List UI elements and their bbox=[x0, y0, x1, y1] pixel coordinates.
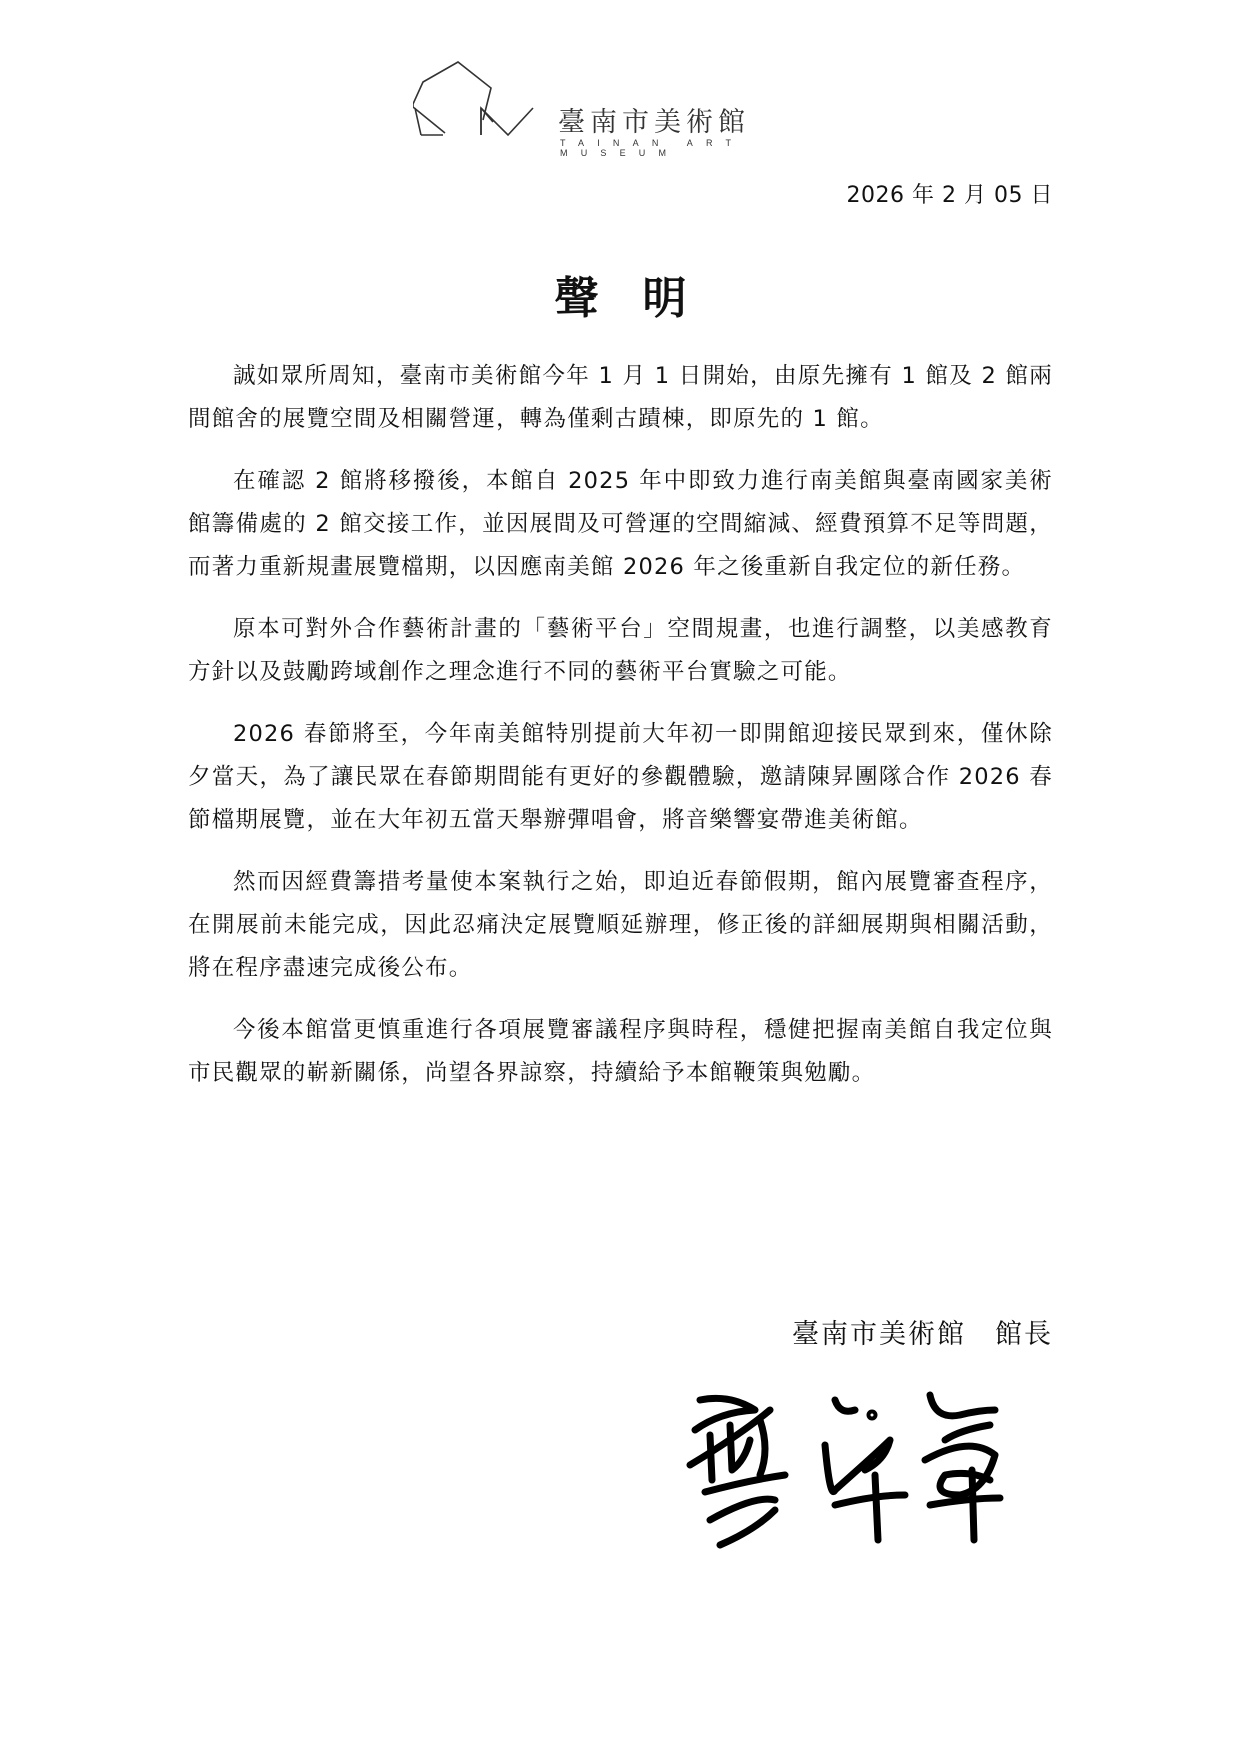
paragraph: 2026 春節將至，今年南美館特別提前大年初一即開館迎接民眾到來，僅休除夕當天，為了讓民眾在春節期間能有更好的參觀體驗，邀請陳昇團隊合作 2026 春節檔期展覽，並在大年初五當天舉辦彈唱會，將音樂響宴帶進美術館。 bbox=[188, 721, 1053, 833]
logo-english-name: TAINAN ART MUSEUM bbox=[560, 138, 745, 158]
paragraph: 原本可對外合作藝術計畫的「藝術平台」空間規畫，也進行調整，以美感教育方針以及鼓勵跨域創作之理念進行不同的藝術平台實驗之可能。 bbox=[188, 616, 1053, 685]
logo-chinese-name: 臺南市美術館 bbox=[558, 107, 750, 138]
paragraph: 然而因經費籌措考量使本案執行之始，即迫近春節假期，館內展覽審查程序，在開展前未能完成，因此忍痛決定展覽順延辦理，修正後的詳細展期與相關活動，將在程序盡速完成後公布。 bbox=[188, 869, 1053, 981]
paragraph: 今後本館當更慎重進行各項展覽審議程序與時程，穩健把握南美館自我定位與市民觀眾的嶄新關係，尚望各界諒察，持續給予本館鞭策與勉勵。 bbox=[188, 1017, 1053, 1086]
logo-pentagon-m-icon bbox=[413, 60, 553, 160]
museum-logo bbox=[413, 60, 833, 160]
document-title: 聲明 bbox=[554, 273, 731, 324]
paragraph: 在確認 2 館將移撥後，本館自 2025 年中即致力進行南美館與臺南國家美術館籌備處的 2 館交接工作，並因展間及可營運的空間縮減、經費預算不足等問題，而著力重新規畫展覽檔期，以因應南美館 2026 年之後重新自我定位的新任務。 bbox=[188, 468, 1053, 580]
signature-icon bbox=[660, 1380, 1040, 1560]
document-body bbox=[188, 355, 1053, 1114]
document-date: 2026 年 2 月 05 日 bbox=[846, 183, 1053, 208]
director-signature bbox=[660, 1380, 1040, 1560]
paragraph: 誠如眾所周知，臺南市美術館今年 1 月 1 日開始，由原先擁有 1 館及 2 館兩間館舍的展覽空間及相關營運，轉為僅剩古蹟棟，即原先的 1 館。 bbox=[188, 363, 1053, 432]
signatory-title: 臺南市美術館 館長 bbox=[792, 1319, 1053, 1350]
